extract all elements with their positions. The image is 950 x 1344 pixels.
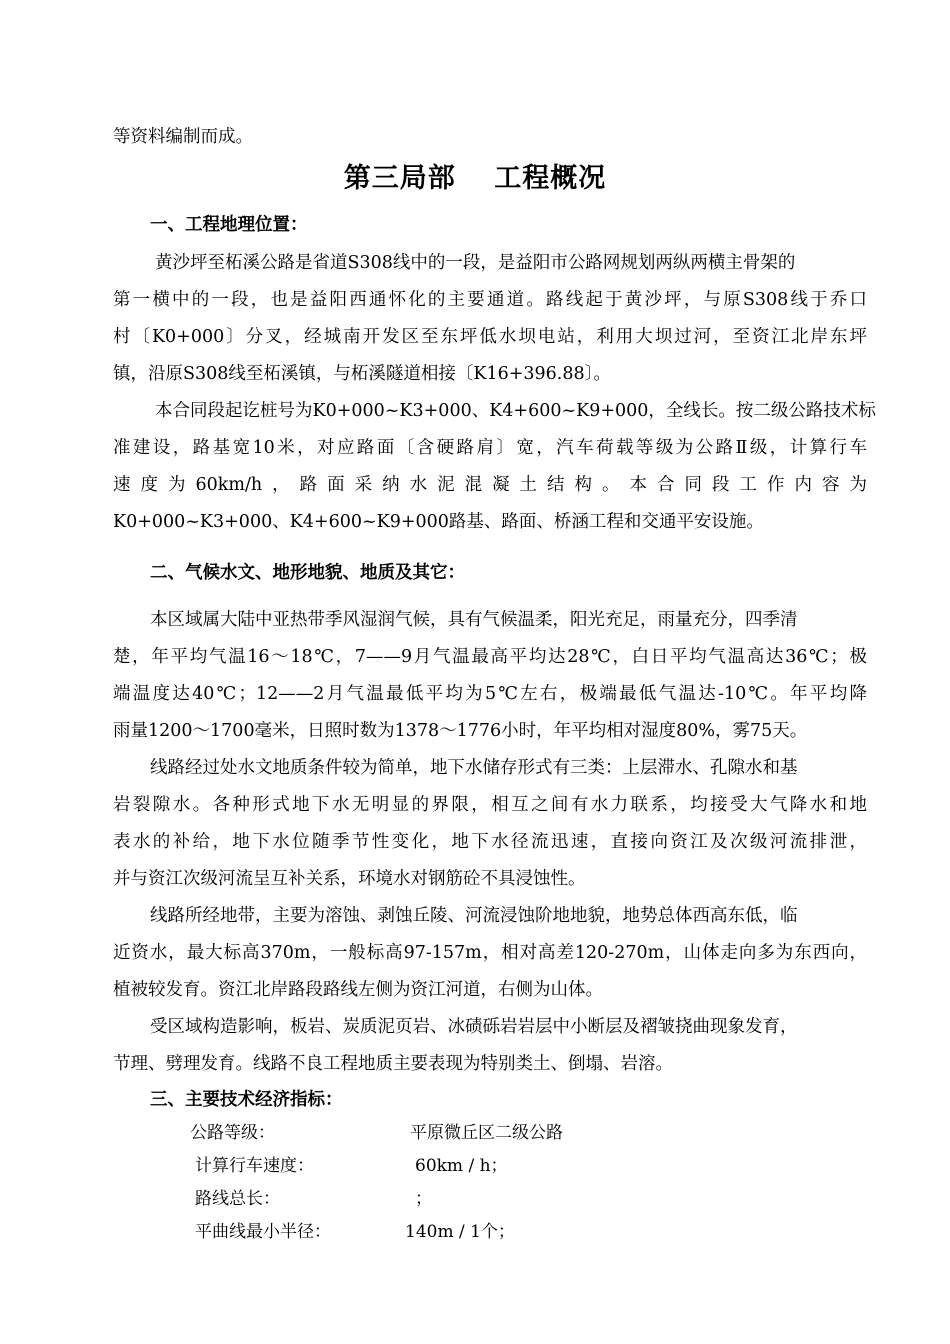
- section2-para3-line2: 近资水，最大标高370m，一般标高97-157m，相对高差120-270m，山体走向多为东西向，: [113, 943, 867, 963]
- section1-para1-line2: 第一横中的一段，也是益阳西通怀化的主要通道。路线起于黄沙坪，与原S308线于乔口: [113, 290, 867, 310]
- section2-para4-line1: 受区域构造影响，板岩、炭质泥页岩、冰碛砾岩岩层中小断层及褶皱挠曲现象发育，: [150, 1017, 798, 1037]
- section1-para2-line3: 速度为60km/h，路面采纳水泥混凝土结构。本合同段工作内容为: [113, 475, 867, 495]
- section2-para2-line4: 并与资江次级河流呈互补关系，环境水对钢筋砼不具浸蚀性。: [113, 869, 586, 889]
- section2-heading: 二、气候水文、地形地貌、地质及其它：: [150, 563, 465, 583]
- spec-value-route-length: ；: [415, 1189, 432, 1209]
- section2-para1-line4: 雨量1200～1700毫米，日照时数为1378～1776小时，年平均相对湿度80%，雾75天。: [113, 721, 808, 741]
- section2-para4-line2: 节理、劈理发育。线路不良工程地质主要表现为特别类土、倒塌、岩溶。: [113, 1054, 673, 1074]
- section2-para1-line2: 楚，年平均气温16～18℃，7——9月气温最高平均达28℃，白日平均气温高达36℃；极: [113, 647, 867, 667]
- page-title: 第三局部 工程概况: [343, 163, 607, 194]
- intro-tail-text: 等资料编制而成。: [113, 127, 253, 147]
- section2-para1-line3: 端温度达40℃；12——2月气温最低平均为5℃左右，极端最低气温达-10℃。年平均降: [113, 684, 867, 704]
- section2-para2-line3: 表水的补给，地下水位随季节性变化，地下水径流迅速，直接向资江及次级河流排泄，: [113, 832, 867, 852]
- spec-label-min-curve-radius: 平曲线最小半径：: [195, 1222, 331, 1242]
- spec-value-min-curve-radius: 140m / 1个；: [405, 1222, 515, 1242]
- section1-para2-line4: K0+000~K3+000、K4+600~K9+000路基、路面、桥涵工程和交通平安设施。: [113, 512, 764, 532]
- section1-para1-line3: 村〔K0+000〕分叉，经城南开发区至东坪低水坝电站，利用大坝过河，至资江北岸东坪: [113, 327, 867, 347]
- spec-value-road-grade: 平原微丘区二级公路: [410, 1123, 563, 1143]
- spec-value-design-speed: 60km / h；: [415, 1156, 508, 1176]
- section3-heading: 三、主要技术经济指标：: [150, 1090, 343, 1110]
- section2-para2-line1: 线路经过处水文地质条件较为简单，地下水储存形式有三类：上层滞水、孔隙水和基: [150, 758, 798, 778]
- section1-para1-line4: 镇，沿原S308线至柘溪镇，与柘溪隧道相接〔K16+396.88〕。: [113, 364, 611, 384]
- section2-para3-line3: 植被较发育。资江北岸路段路线左侧为资江河道，右侧为山体。: [113, 980, 603, 1000]
- section2-para3-line1: 线路所经地带，主要为溶蚀、剥蚀丘陵、河流浸蚀阶地地貌，地势总体西高东低，临: [150, 906, 798, 926]
- spec-label-route-length: 路线总长：: [195, 1189, 280, 1209]
- section1-para2-line2: 准建设，路基宽10米，对应路面〔含硬路肩〕宽，汽车荷载等级为公路Ⅱ级，计算行车: [113, 438, 867, 458]
- section1-heading: 一、工程地理位置：: [150, 215, 308, 235]
- spec-label-road-grade: 公路等级：: [190, 1123, 275, 1143]
- spec-label-design-speed: 计算行车速度：: [195, 1156, 314, 1176]
- section1-para2-line1: 本合同段起讫桩号为K0+000~K3+000、K4+600~K9+000，全线长。按二级公路技术标: [155, 401, 876, 421]
- section1-para1-line1: 黄沙坪至柘溪公路是省道S308线中的一段，是益阳市公路网规划两纵两横主骨架的: [155, 253, 796, 273]
- section2-para2-line2: 岩裂隙水。各种形式地下水无明显的界限，相互之间有水力联系，均接受大气降水和地: [113, 795, 867, 815]
- section2-para1-line1: 本区域属大陆中亚热带季风湿润气候，具有气候温柔，阳光充足，雨量充分，四季清: [150, 610, 798, 630]
